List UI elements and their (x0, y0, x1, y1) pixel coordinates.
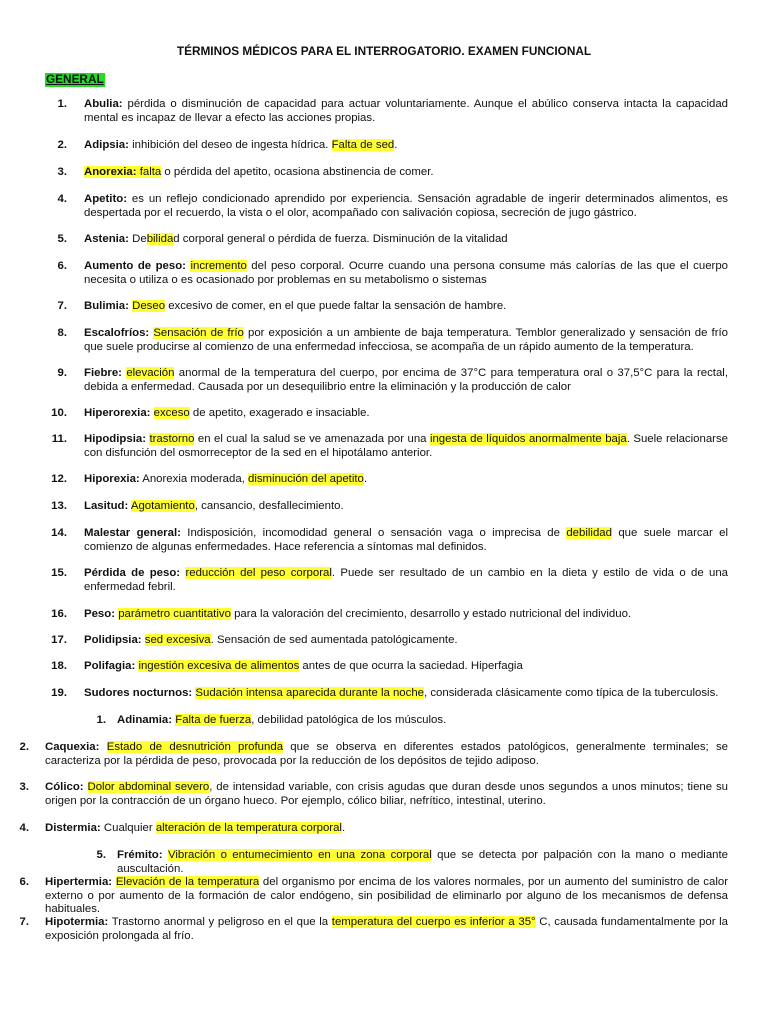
highlighted-text: bilida (146, 233, 174, 245)
item-number: 1. (96, 714, 106, 726)
term-name: Lasitud: (84, 500, 129, 512)
highlighted-text: ingestión excesiva de alimentos (138, 660, 300, 672)
definition-text: para la valoración del crecimiento, desarrollo y estado nutricional del individuo. (230, 608, 632, 620)
definition-text: inhibición del deseo de ingesta hídrica. (128, 139, 332, 151)
highlighted-text: Dolor abdominal severo (87, 781, 210, 793)
definition-text: anormal de la temperatura del cuerpo, por encima de 37°C para temperatura oral o 37,5°C para la rectal, debida a enfermedad. Causada por un desequilibrio entre la eliminación y la producción de calor (84, 367, 728, 393)
item-number: 7. (57, 300, 67, 312)
definition-text: es un reflejo condicionado aprendido por experiencia. Sensación agradable de ingerir determinados alimentos, es despertada por el recuerdo, la vista o el olor, acompañado con salivación copiosa, secreción de jugo gástrico. (84, 193, 728, 219)
definition-text: , debilidad patológica de los músculos. (251, 714, 447, 726)
item-number: 16. (51, 608, 67, 620)
highlighted-text: ingesta de líquidos anormalmente baja (429, 433, 627, 445)
highlighted-text: Vibración o entumecimiento en una zona corporal (167, 849, 432, 861)
item-number: 2. (19, 741, 29, 753)
term-name: Escalofríos: (84, 327, 150, 339)
item-text (84, 660, 728, 674)
item-text (117, 849, 728, 876)
definition-text: , considerada clásicamente como típica de la tuberculosis. (424, 687, 719, 699)
highlighted-text: Sensación de frío (153, 327, 244, 339)
term-name: Anorexia: (84, 166, 137, 178)
highlighted-text: Sudación intensa aparecida durante la noche (195, 687, 425, 699)
definition-text: Trastorno anormal y peligroso en el que la (108, 916, 332, 928)
definition-text: . Puede ser resultado de un cambio en la dieta y estilo de vida o de una enfermedad febril. (84, 567, 728, 593)
item-text (84, 327, 728, 354)
item-number: 14. (51, 527, 67, 539)
term-name: Aumento de peso: (84, 260, 186, 272)
item-text (45, 916, 728, 943)
item-number: 3. (57, 166, 67, 178)
term-name: Adipsia: (84, 139, 129, 151)
item-text (117, 714, 728, 728)
item-number: 17. (51, 634, 67, 646)
definition-text: d corporal general o pérdida de fuerza. Disminución de la vitalidad (173, 233, 508, 245)
definition-text: en el cual la salud se ve amenazada por una (194, 433, 430, 445)
item-number: 13. (51, 500, 67, 512)
term-name: Peso: (84, 608, 116, 620)
term-name: Astenia: (84, 233, 129, 245)
highlighted-text: Agotamiento (130, 500, 195, 512)
item-text (84, 260, 728, 287)
item-number: 9. (57, 367, 67, 379)
item-number: 18. (51, 660, 67, 672)
definition-text: . Suele relacionarse con disfunción del osmorreceptor de la sed en el hipotálamo anterior. (84, 433, 728, 459)
term-name: Hipotermia: (45, 916, 109, 928)
definition-text (99, 741, 106, 753)
highlighted-text: debilidad (566, 527, 612, 539)
definition-text: . Sensación de sed aumentada patológicamente. (210, 634, 458, 646)
highlighted-text: Falta de sed (331, 139, 395, 151)
term-name: Abulia: (84, 98, 123, 110)
item-text (84, 139, 728, 153)
term-name: Adinamia: (117, 714, 173, 726)
item-text (84, 233, 728, 247)
highlighted-text: disminución del apetito (247, 473, 364, 485)
item-text (84, 473, 728, 487)
term-name: Malestar general: (84, 527, 181, 539)
item-text (84, 407, 728, 421)
term-name: Fiebre: (84, 367, 122, 379)
term-name: Apetito: (84, 193, 128, 205)
item-text (84, 567, 728, 594)
definition-text: o pérdida del apetito, ocasiona abstinencia de comer. (161, 166, 434, 178)
term-name: Cólico: (45, 781, 84, 793)
definition-text: que suele marcar el comienzo de algunas enfermedades. Hace referencia a síntomas mal definidos. (84, 527, 728, 553)
term-name: Polifagia: (84, 660, 136, 672)
highlighted-text: Deseo (132, 300, 166, 312)
highlighted-text: temperatura del cuerpo es inferior a 35° (331, 916, 536, 928)
item-number: 3. (19, 781, 29, 793)
item-text (84, 193, 728, 220)
item-text (45, 822, 728, 836)
item-text (84, 98, 728, 125)
term-name: Hiporexia: (84, 473, 140, 485)
item-text (84, 166, 728, 180)
definition-text: antes de que ocurra la saciedad. Hiperfagia (299, 660, 523, 672)
term-name: Pérdida de peso: (84, 567, 181, 579)
definition-text: , de intensidad variable, con crisis agudas que duran desde unos segundos a unos minutos; tiene su origen por la contracción de un órgano hueco. Por ejemplo, cólico biliar, nefrítico, intestinal, uterino. (45, 781, 728, 807)
definition-text: , cansancio, desfallecimiento. (194, 500, 344, 512)
item-number: 1. (57, 98, 67, 110)
term-name: Caquexia: (45, 741, 100, 753)
definition-text: excesivo de comer, en el que puede faltar la sensación de hambre. (165, 300, 507, 312)
highlighted-text: incremento (190, 260, 247, 272)
item-number: 5. (57, 233, 67, 245)
highlighted-text: parámetro cuantitativo (118, 608, 231, 620)
item-number: 19. (51, 687, 67, 699)
item-number: 8. (57, 327, 67, 339)
item-text (45, 781, 728, 808)
definition-text: del organismo por encima de los valores normales, por un aumento del suministro de calor externo o por aumento de la formación de calor endógeno, sin posibilidad de eliminarlo por alguno de los mecanismos de defensa habituales. (45, 876, 728, 916)
item-number: 4. (19, 822, 29, 834)
term-name: Distermia: (45, 822, 101, 834)
highlighted-text: reducción del peso corporal (185, 567, 332, 579)
term-name: Polidipsia: (84, 634, 142, 646)
highlighted-text: sed excesiva (144, 634, 211, 646)
definition-text: que se detecta por palpación con la mano o mediante auscultación. (117, 849, 728, 875)
definition-text: . (341, 822, 346, 834)
item-text (45, 876, 728, 917)
document-title: TÉRMINOS MÉDICOS PARA EL INTERROGATORIO. EXAMEN FUNCIONAL (176, 44, 592, 58)
highlighted-text: Elevación de la temperatura (115, 876, 260, 888)
item-text (84, 634, 728, 648)
definition-text: de apetito, exagerado e insaciable. (189, 407, 370, 419)
definition-text: Indisposición, incomodidad general o sensación vaga o imprecisa de (180, 527, 567, 539)
term-name: Frémito: (117, 849, 163, 861)
highlighted-text: trastorno (149, 433, 195, 445)
highlighted-text: exceso (153, 407, 190, 419)
definition-text: Anorexia moderada, (139, 473, 248, 485)
highlighted-text: Estado de desnutrición profunda (106, 741, 284, 753)
item-text (84, 608, 728, 622)
highlighted-text: elevación (126, 367, 175, 379)
term-name: Hipodipsia: (84, 433, 147, 445)
item-number: 2. (57, 139, 67, 151)
term-name: Sudores nocturnos: (84, 687, 193, 699)
item-text (45, 741, 728, 768)
item-text (84, 500, 728, 514)
item-text (84, 300, 728, 314)
item-number: 6. (57, 260, 67, 272)
highlighted-text: Anorexia: falta (84, 166, 162, 178)
highlighted-text: alteración de la temperatura corporal (155, 822, 342, 834)
definition-text: por exposición a un ambiente de baja temperatura. Temblor generalizado y sensación de frío que suele producirse al comienzo de una enfermedad infecciosa, se acompaña de un rápido aumento de la temperatura. (84, 327, 729, 353)
item-number: 6. (19, 876, 29, 888)
definition-text: C, causada fundamentalmente por la exposición prolongada al frío. (45, 916, 729, 942)
term-name: Hipertermia: (45, 876, 113, 888)
item-text (84, 687, 728, 701)
definition-text (84, 781, 88, 793)
item-number: 4. (57, 193, 67, 205)
item-number: 12. (51, 473, 67, 485)
highlighted-text: Falta de fuerza (175, 714, 252, 726)
definition-text: pérdida o disminución de capacidad para actuar voluntariamente. Aunque el abúlico conserva intacta la capacidad mental es incapaz de llevar a efecto las acciones propias. (84, 98, 728, 124)
definition-text: De (128, 233, 147, 245)
item-number: 11. (51, 433, 67, 445)
definition-text: . (363, 473, 368, 485)
definition-text: Cualquier (100, 822, 156, 834)
item-text (84, 527, 728, 554)
item-number: 5. (96, 849, 106, 861)
section-heading: GENERAL (46, 72, 104, 86)
item-number: 15. (51, 567, 67, 579)
item-text (84, 433, 728, 460)
definition-text: del peso corporal. Ocurre cuando una persona consume más calorías de las que el cuerpo necesita o utiliza o es ocasionado por problemas en su metabolismo o sistemas (84, 260, 729, 286)
term-name: Bulimia: (84, 300, 129, 312)
item-number: 10. (51, 407, 67, 419)
item-number: 7. (19, 916, 29, 928)
term-name: Hiperorexia: (84, 407, 151, 419)
definition-text: . (394, 139, 398, 151)
definition-text: que se observa en diferentes estados patológicos, generalmente terminales; se caracteriza por la pérdida de peso, provocada por la reducción de los depósitos de tejido adiposo. (45, 741, 728, 767)
item-text (84, 367, 728, 394)
